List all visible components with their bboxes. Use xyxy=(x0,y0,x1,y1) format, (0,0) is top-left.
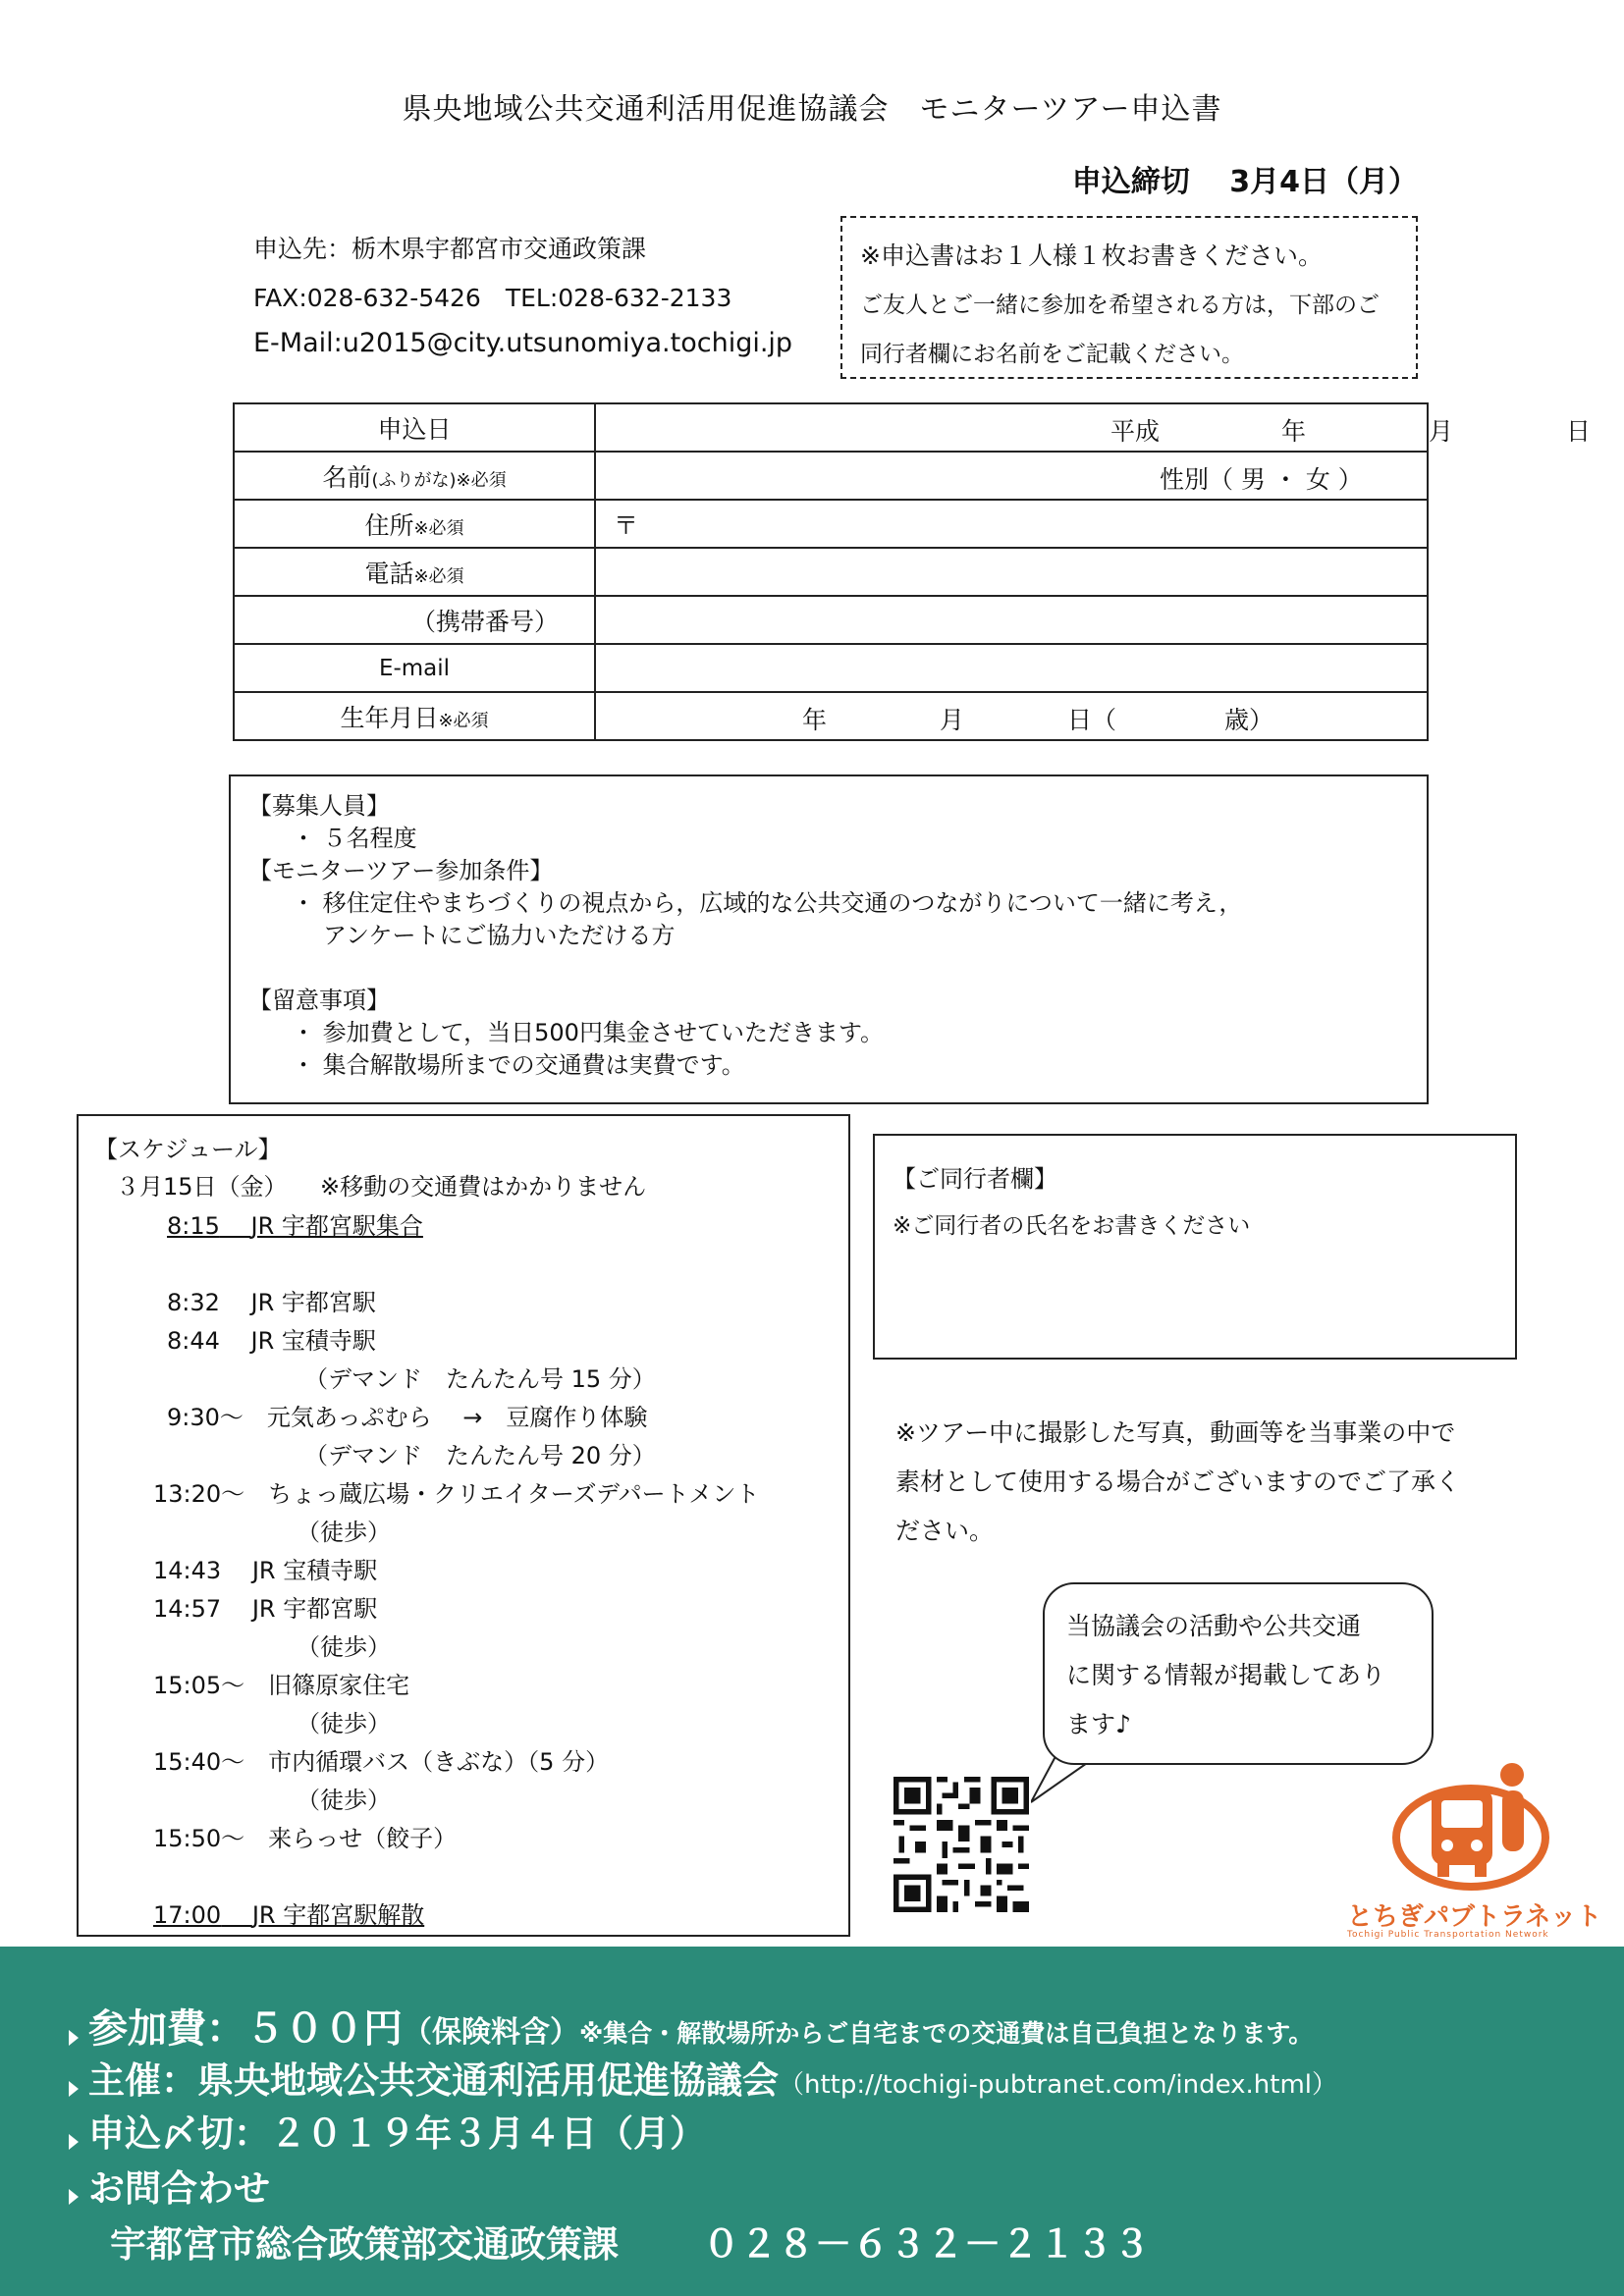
bubble-line2: に関する情報が掲載してあり xyxy=(1066,1661,1386,1689)
schedule-transit: （徒歩） xyxy=(297,1710,391,1737)
address-field[interactable] xyxy=(595,500,1428,548)
schedule-item xyxy=(153,1819,457,1853)
birth-month: 月 xyxy=(940,706,965,734)
recruit-heading: 【募集人員】 xyxy=(248,792,390,820)
schedule-item xyxy=(167,1398,647,1432)
photo-note-line3: ださい。 xyxy=(895,1517,995,1545)
schedule-date: ３月15日（金） xyxy=(116,1173,288,1201)
recruit-item: ・ ５名程度 xyxy=(292,825,417,852)
footer-inquiry xyxy=(69,2159,270,2212)
gender-field[interactable]: 性別（ 男 ・ 女 ） xyxy=(1160,465,1363,494)
form-row-address xyxy=(234,500,1428,548)
bubble-line3: ます♪ xyxy=(1066,1710,1131,1738)
schedule-transit: （デマンド たんたん号 15 分） xyxy=(304,1365,656,1393)
schedule-transit: （徒歩） xyxy=(297,1519,391,1546)
schedule-item xyxy=(153,1551,377,1585)
footer-deadline xyxy=(69,2104,706,2157)
footer-fee xyxy=(69,1998,1313,2054)
schedule-time: 8:44 xyxy=(167,1327,220,1355)
schedule-text: JR 宝積寺駅 xyxy=(251,1557,378,1584)
address-label: 住所 xyxy=(364,510,414,540)
notes-item2: ・ 集合解散場所までの交通費は実費です。 xyxy=(292,1051,745,1079)
schedule-text: JR 宇都宮駅 xyxy=(251,1595,378,1623)
birth-label: 生年月日 xyxy=(340,703,439,732)
host-url[interactable]: （http://tochigi-pubtranet.com/index.html） xyxy=(779,2070,1338,2100)
form-row-date xyxy=(234,403,1428,452)
page-title: 県央地域公共交通利活用促進協議会 モニターツアー申込書 xyxy=(402,92,1222,127)
schedule-item xyxy=(167,1206,423,1241)
schedule-transit: （徒歩） xyxy=(297,1633,391,1661)
schedule-text: 元気あっぷむら → 豆腐作り体験 xyxy=(266,1404,648,1431)
bus-logo-icon xyxy=(1392,1747,1559,1895)
schedule-item xyxy=(153,1742,609,1777)
name-required: ※必須 xyxy=(456,469,507,491)
inquiry-tel: ０２８－６３２－２１３３ xyxy=(702,2222,1151,2266)
photo-note-line1: ※ツアー中に撮影した写真，動画等を当事業の中で xyxy=(895,1418,1456,1447)
schedule-time: 9:30～ xyxy=(167,1404,244,1431)
phone-required: ※必須 xyxy=(413,565,464,587)
date-label: 申込日 xyxy=(234,403,595,452)
schedule-text: JR 宇都宮駅集合 xyxy=(250,1212,423,1240)
note-line1: ※申込書はお１人様１枚お書きください。 xyxy=(860,241,1323,270)
fee-label: 参加費：５００円 xyxy=(88,2006,403,2052)
schedule-item xyxy=(167,1321,376,1356)
photo-note xyxy=(895,1409,1563,1556)
schedule-box xyxy=(77,1114,850,1937)
email-field[interactable] xyxy=(595,644,1428,692)
name-kana: (ふりがな) xyxy=(371,469,457,491)
date-era: 平成 xyxy=(1110,417,1161,446)
schedule-heading: 【スケジュール】 xyxy=(94,1136,282,1163)
schedule-date-note: ※移動の交通費はかかりません xyxy=(320,1173,647,1201)
bullet-icon xyxy=(69,2030,79,2046)
birth-label-cell xyxy=(234,692,595,740)
date-field[interactable] xyxy=(595,403,1592,452)
condition-item2: アンケートにご協力いただける方 xyxy=(323,922,676,949)
postal-mark: 〒 xyxy=(614,511,639,540)
photo-note-line2: 素材として使用する場合がございますのでご了承く xyxy=(895,1468,1461,1496)
email-label: E-mail xyxy=(234,644,595,692)
schedule-text: JR 宝積寺駅 xyxy=(250,1327,376,1355)
schedule-time: 17:00 xyxy=(153,1901,222,1929)
form-row-birth xyxy=(234,692,1428,740)
schedule-time: 8:32 xyxy=(167,1289,220,1316)
schedule-item xyxy=(167,1283,376,1317)
fee-paren: （保険料含） xyxy=(403,2015,579,2050)
notes-item1: ・ 参加費として，当日500円集金させていただきます。 xyxy=(292,1019,885,1046)
form-row-email xyxy=(234,644,1428,692)
form-row-name xyxy=(234,452,1428,500)
bullet-icon xyxy=(69,2134,79,2150)
schedule-text: JR 宇都宮駅 xyxy=(250,1289,376,1316)
date-month: 月 xyxy=(1429,417,1454,446)
schedule-text: 来らっせ（餃子） xyxy=(268,1825,458,1852)
note-line3: 同行者欄にお名前をご記載ください。 xyxy=(860,342,1244,367)
schedule-time: 15:05～ xyxy=(153,1672,245,1699)
bullet-icon xyxy=(69,2081,79,2097)
birth-year: 年 xyxy=(802,706,828,734)
info-box xyxy=(229,774,1429,1104)
form-row-mobile xyxy=(234,596,1428,644)
schedule-item xyxy=(153,1666,409,1700)
schedule-time: 15:40～ xyxy=(153,1748,245,1776)
birth-day: 日（ xyxy=(1067,706,1117,734)
mobile-label: （携帯番号） xyxy=(234,596,595,644)
form-row-phone xyxy=(234,548,1428,596)
logo-name: とちぎパブトラネット xyxy=(1347,1902,1602,1932)
address-required: ※必須 xyxy=(413,517,464,539)
schedule-transit: （徒歩） xyxy=(297,1787,391,1814)
schedule-time: 13:20～ xyxy=(153,1480,245,1508)
schedule-item xyxy=(153,1474,759,1509)
phone-label-cell xyxy=(234,548,595,596)
schedule-transit: （デマンド たんたん号 20 分） xyxy=(304,1442,656,1469)
logo-subtitle: Tochigi Public Transportation Network xyxy=(1347,1930,1549,1940)
condition-heading: 【モニターツアー参加条件】 xyxy=(248,857,554,884)
schedule-text: 市内循環バス（きぶな）（5 分） xyxy=(268,1748,610,1776)
deadline-text: 申込〆切：２０１９年３月４日（月） xyxy=(88,2112,706,2155)
companion-box[interactable] xyxy=(873,1134,1517,1360)
schedule-time: 14:57 xyxy=(153,1595,222,1623)
phone-field[interactable] xyxy=(595,548,1428,596)
footer-host xyxy=(69,2051,1337,2104)
contact-fax-tel: FAX:028-632-5426 TEL:028-632-2133 xyxy=(253,284,732,312)
schedule-item xyxy=(153,1589,377,1624)
phone-label: 電話 xyxy=(364,559,414,588)
contact-email: E-Mail:u2015@city.utsunomiya.tochigi.jp xyxy=(253,328,793,358)
inquiry-org: 宇都宮市総合政策部交通政策課 xyxy=(110,2223,619,2266)
bullet-icon xyxy=(69,2189,79,2205)
date-day: 日 xyxy=(1566,417,1592,446)
speech-bubble xyxy=(1043,1582,1434,1765)
birth-required: ※必須 xyxy=(438,710,489,731)
schedule-text: JR 宇都宮駅解散 xyxy=(251,1901,425,1929)
deadline-top: 申込締切 3月4日（月） xyxy=(1071,165,1418,199)
note-line2: ご友人とご一緒に参加を希望される方は，下部のご xyxy=(860,293,1380,318)
footer-inquiry-contact xyxy=(110,2214,1151,2268)
date-year: 年 xyxy=(1281,417,1307,446)
schedule-time: 8:15 xyxy=(167,1212,220,1240)
schedule-time: 14:43 xyxy=(153,1557,222,1584)
birth-field[interactable] xyxy=(595,692,1428,740)
bubble-line1: 当協議会の活動や公共交通 xyxy=(1066,1612,1362,1640)
address-label-cell xyxy=(234,500,595,548)
note-box xyxy=(840,216,1418,379)
contact-to: 申込先：栃木県宇都宮市交通政策課 xyxy=(253,235,647,263)
schedule-text: 旧篠原家住宅 xyxy=(268,1672,410,1699)
companion-heading: 【ご同行者欄】 xyxy=(893,1165,1057,1193)
fee-note: ※集合・解散場所からご自宅までの交通費は自己負担となります。 xyxy=(579,2019,1314,2048)
birth-age: 歳） xyxy=(1224,706,1274,734)
schedule-item xyxy=(153,1896,424,1930)
qr-code-icon[interactable] xyxy=(893,1777,1029,1912)
schedule-time: 15:50～ xyxy=(153,1825,245,1852)
name-field[interactable] xyxy=(595,452,1428,500)
schedule-text: ちょっ蔵広場・クリエイターズデパートメント xyxy=(268,1480,760,1508)
name-label-cell xyxy=(234,452,595,500)
condition-item1: ・ 移住定住やまちづくりの視点から，広域的な公共交通のつながりについて一緒に考え， xyxy=(292,889,1243,917)
footer-banner xyxy=(0,1947,1624,2296)
host-label: 主催：県央地域公共交通利活用促進協議会 xyxy=(88,2059,779,2102)
inquiry-heading: お問合わせ xyxy=(88,2167,270,2210)
companion-note: ※ご同行者の氏名をお書きください xyxy=(893,1213,1251,1239)
application-form xyxy=(233,402,1592,741)
mobile-field[interactable] xyxy=(595,596,1428,644)
notes-heading: 【留意事項】 xyxy=(248,987,390,1014)
name-label: 名前 xyxy=(322,462,372,492)
